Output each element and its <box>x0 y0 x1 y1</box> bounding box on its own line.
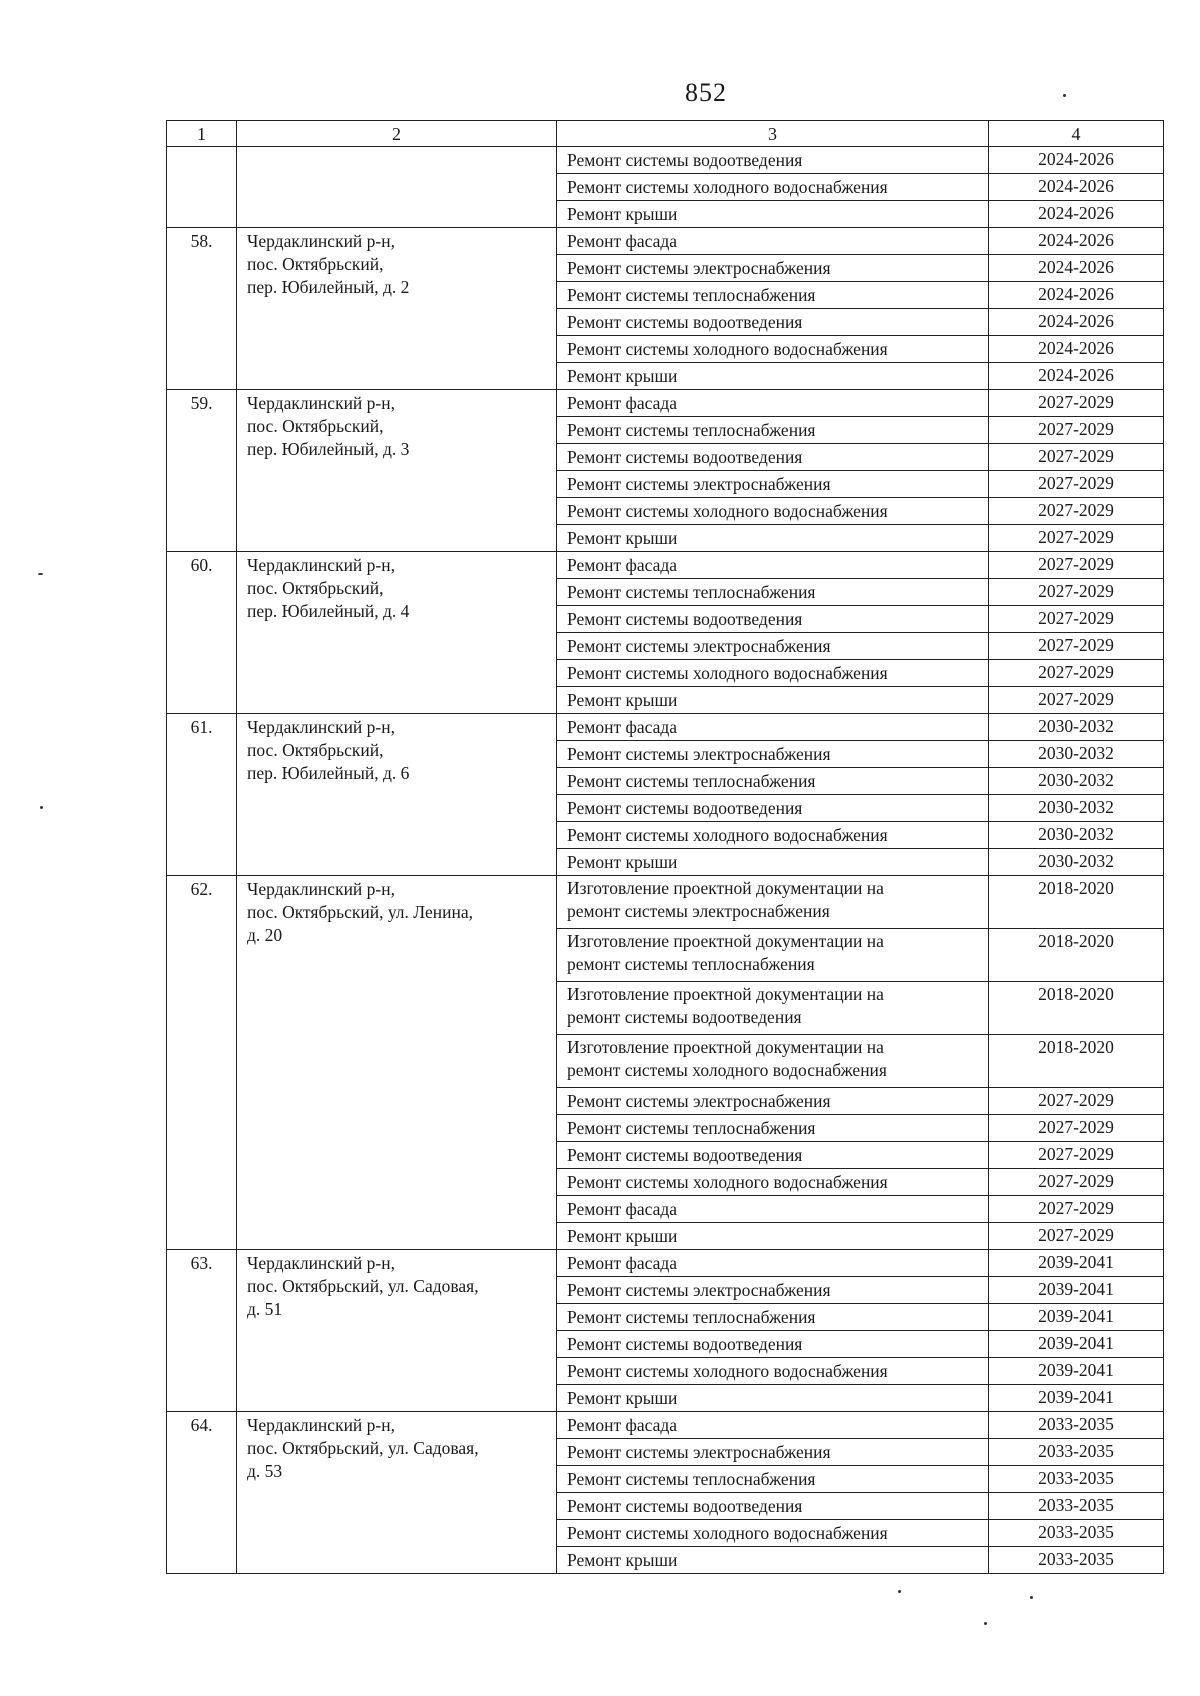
object-number: 59. <box>167 390 237 552</box>
column-header-2: 2 <box>237 121 557 147</box>
work-period: 2039-2041 <box>989 1358 1164 1385</box>
work-period: 2027-2029 <box>989 606 1164 633</box>
work-period: 2018-2020 <box>989 1035 1164 1088</box>
object-number: 61. <box>167 714 237 876</box>
work-type: Ремонт крыши <box>557 1385 989 1412</box>
work-type: Ремонт системы электроснабжения <box>557 633 989 660</box>
work-type: Ремонт системы теплоснабжения <box>557 282 989 309</box>
work-period: 2018-2020 <box>989 876 1164 929</box>
work-period: 2027-2029 <box>989 687 1164 714</box>
work-period: 2027-2029 <box>989 633 1164 660</box>
object-address <box>237 147 557 228</box>
work-type: Ремонт фасада <box>557 714 989 741</box>
work-type: Ремонт системы водоотведения <box>557 444 989 471</box>
work-type: Изготовление проектной документации на ремонт системы электроснабжения <box>557 876 989 929</box>
work-period: 2027-2029 <box>989 1223 1164 1250</box>
scan-speck <box>38 573 43 575</box>
repair-schedule-table <box>166 120 1164 1574</box>
object-number <box>167 147 237 228</box>
work-type: Ремонт системы электроснабжения <box>557 1439 989 1466</box>
work-period: 2030-2032 <box>989 714 1164 741</box>
work-type: Ремонт системы холодного водоснабжения <box>557 174 989 201</box>
work-period: 2018-2020 <box>989 929 1164 982</box>
work-period: 2027-2029 <box>989 1169 1164 1196</box>
object-number: 62. <box>167 876 237 1250</box>
work-type: Ремонт системы холодного водоснабжения <box>557 498 989 525</box>
work-type: Ремонт крыши <box>557 1547 989 1574</box>
table-row <box>167 876 1164 929</box>
work-type: Ремонт крыши <box>557 1223 989 1250</box>
work-period: 2024-2026 <box>989 228 1164 255</box>
work-type: Ремонт фасада <box>557 552 989 579</box>
work-type: Ремонт фасада <box>557 228 989 255</box>
work-period: 2027-2029 <box>989 1088 1164 1115</box>
table-row <box>167 228 1164 255</box>
scan-speck <box>40 806 43 809</box>
object-number: 58. <box>167 228 237 390</box>
work-period: 2027-2029 <box>989 1115 1164 1142</box>
work-type: Ремонт системы электроснабжения <box>557 255 989 282</box>
work-type: Ремонт крыши <box>557 849 989 876</box>
work-period: 2024-2026 <box>989 363 1164 390</box>
work-period: 2033-2035 <box>989 1412 1164 1439</box>
work-period: 2024-2026 <box>989 336 1164 363</box>
work-period: 2027-2029 <box>989 579 1164 606</box>
work-period: 2027-2029 <box>989 660 1164 687</box>
table-row <box>167 1412 1164 1439</box>
work-type: Ремонт фасада <box>557 1412 989 1439</box>
work-type: Ремонт системы теплоснабжения <box>557 768 989 795</box>
object-address: Чердаклинский р-н, пос. Октябрьский, ул. Садовая, д. 53 <box>237 1412 557 1574</box>
work-period: 2027-2029 <box>989 552 1164 579</box>
object-number: 64. <box>167 1412 237 1574</box>
work-type: Ремонт системы водоотведения <box>557 1331 989 1358</box>
object-address: Чердаклинский р-н, пос. Октябрьский, пер. Юбилейный, д. 6 <box>237 714 557 876</box>
work-type: Ремонт системы теплоснабжения <box>557 1115 989 1142</box>
work-period: 2024-2026 <box>989 201 1164 228</box>
work-type: Изготовление проектной документации на ремонт системы холодного водоснабжения <box>557 1035 989 1088</box>
object-number: 60. <box>167 552 237 714</box>
work-type: Ремонт системы водоотведения <box>557 309 989 336</box>
table-row <box>167 552 1164 579</box>
object-address: Чердаклинский р-н, пос. Октябрьский, ул. Ленина, д. 20 <box>237 876 557 1250</box>
work-type: Ремонт крыши <box>557 201 989 228</box>
work-period: 2039-2041 <box>989 1304 1164 1331</box>
work-period: 2027-2029 <box>989 444 1164 471</box>
work-period: 2039-2041 <box>989 1250 1164 1277</box>
object-address: Чердаклинский р-н, пос. Октябрьский, пер. Юбилейный, д. 4 <box>237 552 557 714</box>
object-address: Чердаклинский р-н, пос. Октябрьский, ул. Садовая, д. 51 <box>237 1250 557 1412</box>
work-period: 2024-2026 <box>989 174 1164 201</box>
scan-speck <box>1030 1596 1033 1599</box>
work-period: 2039-2041 <box>989 1331 1164 1358</box>
work-type: Ремонт системы водоотведения <box>557 147 989 174</box>
header-row <box>167 121 1164 147</box>
work-period: 2027-2029 <box>989 498 1164 525</box>
work-type: Ремонт системы холодного водоснабжения <box>557 1169 989 1196</box>
work-type: Ремонт системы водоотведения <box>557 1142 989 1169</box>
work-period: 2024-2026 <box>989 255 1164 282</box>
object-number: 63. <box>167 1250 237 1412</box>
work-type: Ремонт системы электроснабжения <box>557 741 989 768</box>
work-period: 2033-2035 <box>989 1547 1164 1574</box>
column-header-4: 4 <box>989 121 1164 147</box>
work-type: Ремонт системы теплоснабжения <box>557 1304 989 1331</box>
scan-speck <box>898 1590 901 1593</box>
work-type: Ремонт системы водоотведения <box>557 606 989 633</box>
work-period: 2018-2020 <box>989 982 1164 1035</box>
column-header-1: 1 <box>167 121 237 147</box>
work-type: Изготовление проектной документации на ремонт системы водоотведения <box>557 982 989 1035</box>
work-period: 2033-2035 <box>989 1466 1164 1493</box>
table-row <box>167 714 1164 741</box>
work-period: 2030-2032 <box>989 849 1164 876</box>
work-type: Ремонт системы электроснабжения <box>557 1088 989 1115</box>
work-period: 2039-2041 <box>989 1277 1164 1304</box>
work-type: Изготовление проектной документации на ремонт системы теплоснабжения <box>557 929 989 982</box>
object-address: Чердаклинский р-н, пос. Октябрьский, пер. Юбилейный, д. 2 <box>237 228 557 390</box>
work-type: Ремонт системы холодного водоснабжения <box>557 1358 989 1385</box>
object-address: Чердаклинский р-н, пос. Октябрьский, пер. Юбилейный, д. 3 <box>237 390 557 552</box>
work-period: 2030-2032 <box>989 822 1164 849</box>
table-row <box>167 390 1164 417</box>
table-row <box>167 1250 1164 1277</box>
work-period: 2027-2029 <box>989 525 1164 552</box>
work-period: 2030-2032 <box>989 741 1164 768</box>
work-type: Ремонт системы теплоснабжения <box>557 1466 989 1493</box>
work-type: Ремонт системы теплоснабжения <box>557 417 989 444</box>
work-type: Ремонт крыши <box>557 687 989 714</box>
work-period: 2033-2035 <box>989 1520 1164 1547</box>
work-type: Ремонт фасада <box>557 1196 989 1223</box>
work-period: 2024-2026 <box>989 147 1164 174</box>
work-period: 2033-2035 <box>989 1439 1164 1466</box>
work-type: Ремонт системы электроснабжения <box>557 1277 989 1304</box>
work-period: 2027-2029 <box>989 1196 1164 1223</box>
table-header <box>167 121 1164 147</box>
scan-speck <box>1063 94 1066 97</box>
work-type: Ремонт системы электроснабжения <box>557 471 989 498</box>
work-period: 2027-2029 <box>989 417 1164 444</box>
work-period: 2027-2029 <box>989 471 1164 498</box>
work-period: 2033-2035 <box>989 1493 1164 1520</box>
work-period: 2024-2026 <box>989 282 1164 309</box>
work-type: Ремонт системы водоотведения <box>557 795 989 822</box>
table-body <box>167 147 1164 1574</box>
work-type: Ремонт крыши <box>557 363 989 390</box>
table-row <box>167 147 1164 174</box>
work-type: Ремонт системы теплоснабжения <box>557 579 989 606</box>
page-number: 852 <box>685 78 727 107</box>
work-period: 2030-2032 <box>989 795 1164 822</box>
work-type: Ремонт крыши <box>557 525 989 552</box>
work-type: Ремонт системы водоотведения <box>557 1493 989 1520</box>
work-period: 2039-2041 <box>989 1385 1164 1412</box>
work-type: Ремонт системы холодного водоснабжения <box>557 1520 989 1547</box>
column-header-3: 3 <box>557 121 989 147</box>
work-period: 2024-2026 <box>989 309 1164 336</box>
scan-speck <box>984 1622 987 1625</box>
work-type: Ремонт фасада <box>557 390 989 417</box>
work-type: Ремонт системы холодного водоснабжения <box>557 336 989 363</box>
work-period: 2030-2032 <box>989 768 1164 795</box>
work-period: 2027-2029 <box>989 390 1164 417</box>
work-type: Ремонт фасада <box>557 1250 989 1277</box>
work-type: Ремонт системы холодного водоснабжения <box>557 822 989 849</box>
work-period: 2027-2029 <box>989 1142 1164 1169</box>
work-type: Ремонт системы холодного водоснабжения <box>557 660 989 687</box>
